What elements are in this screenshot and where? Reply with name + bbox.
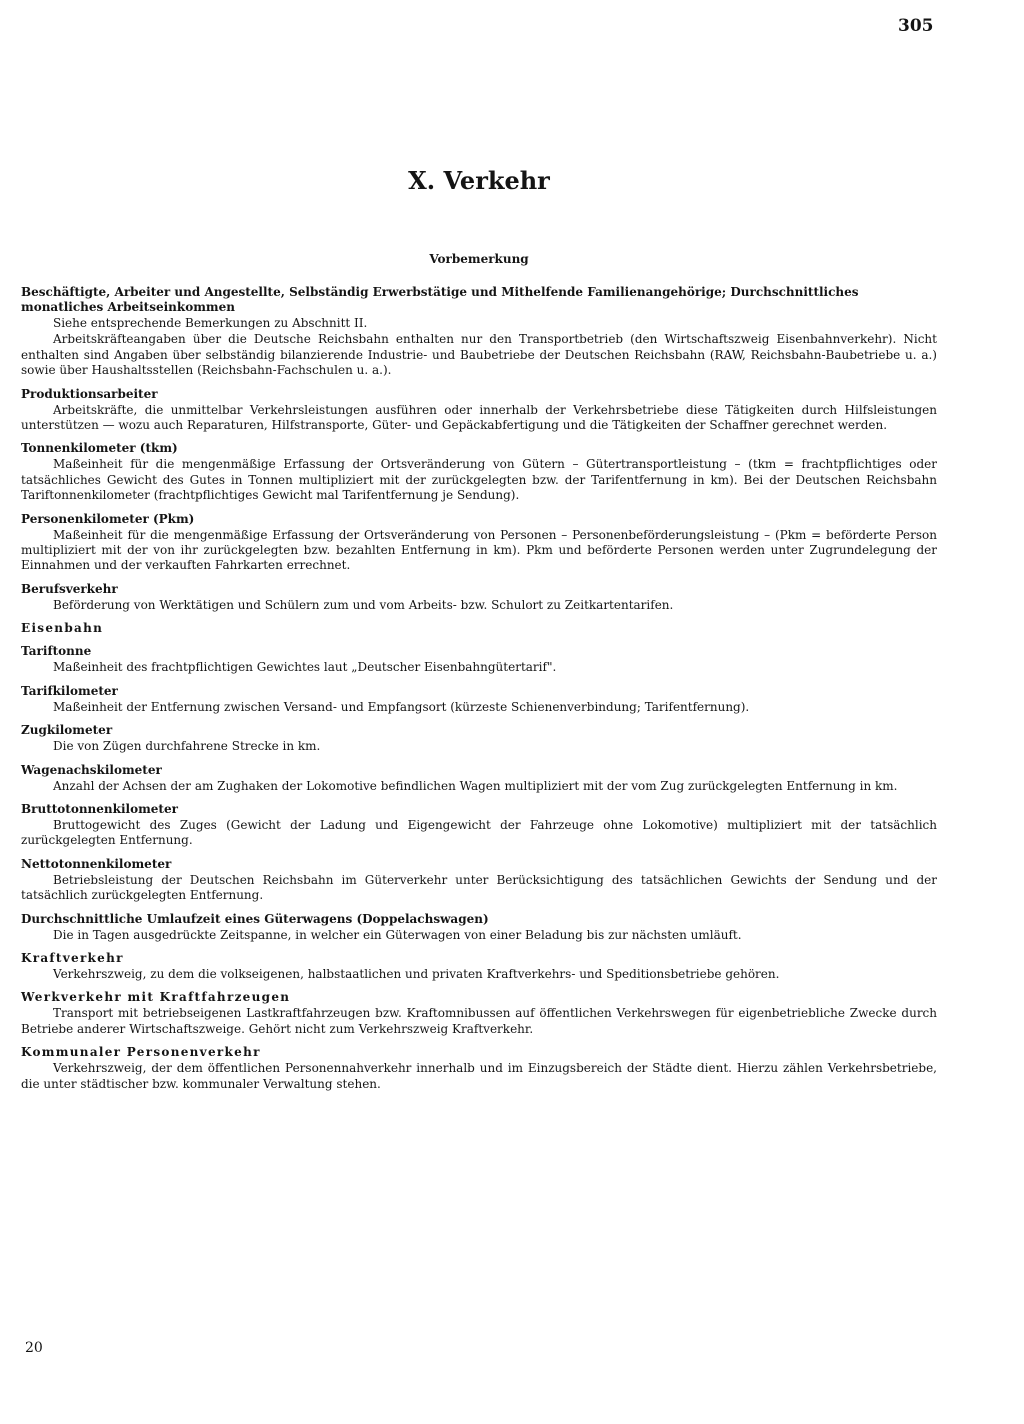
section xyxy=(21,582,937,613)
section-paragraph: Maßeinheit der Entfernung zwischen Versand- und Empfangsort (kürzeste Schienenverbindung; Tarifentfernung). xyxy=(53,699,750,714)
section xyxy=(21,802,937,849)
section-paragraph: Bruttogewicht des Zuges (Gewicht der Ladung und Eigengewicht der Fahrzeuge ohne Lokomotive) multipliziert mit der tatsächlich zurückgelegten Entfernung. xyxy=(21,817,937,848)
footer-number: 20 xyxy=(25,1340,43,1356)
section-heading: Tarifkilometer xyxy=(21,683,118,698)
section-heading: Beschäftigte, Arbeiter und Angestellte, Selbständig Erwerbstätige und Mithelfende Familienangehörige; Durchschnittliches monatliches Arbeitseinkommen xyxy=(21,285,859,314)
document-body xyxy=(21,285,937,1100)
preliminary-heading: Vorbemerkung xyxy=(429,252,529,266)
section-paragraph: Maßeinheit für die mengenmäßige Erfassung der Ortsveränderung von Personen – Personenbeförderungsleistung – (Pkm = beförderte Person multipliziert mit der von ihr zurückgelegten bzw. bezahlten Entfernung in km). Pkm und beförderte Personen werden unter Zugrundelegung der Einnahmen und der verkauften Fahrkarten errechnet. xyxy=(21,527,937,573)
section xyxy=(21,441,937,503)
section-paragraph: Siehe entsprechende Bemerkungen zu Abschnitt II. xyxy=(53,316,368,330)
section xyxy=(21,912,937,943)
section-heading: Zugkilometer xyxy=(21,723,113,738)
section-paragraph: Beförderung von Werktätigen und Schülern zum und vom Arbeits- bzw. Schulort zu Zeitkartentarifen. xyxy=(53,597,674,612)
section-heading: Tonnenkilometer (tkm) xyxy=(21,441,178,456)
section-heading: Kraftverkehr xyxy=(21,950,124,965)
section-paragraph: Anzahl der Achsen der am Zughaken der Lokomotive befindlichen Wagen multipliziert mit der vom Zug zurückgelegten Entfernung in km. xyxy=(53,778,898,793)
section xyxy=(21,644,937,675)
section-paragraph: Verkehrszweig, der dem öffentlichen Personennahverkehr innerhalb und im Einzugsbereich der Städte dient. Hierzu zählen Verkehrsbetriebe, die unter städtischer bzw. kommunaler Verwaltung stehen. xyxy=(21,1061,937,1091)
section-heading: Eisenbahn xyxy=(21,621,104,636)
section-heading: Nettotonnenkilometer xyxy=(21,856,172,871)
section-heading: Werkverkehr mit Kraftfahrzeugen xyxy=(21,990,291,1005)
section-heading: Bruttotonnenkilometer xyxy=(21,801,178,816)
section-heading: Kommunaler Personenverkehr xyxy=(21,1045,261,1060)
section xyxy=(21,763,937,794)
section xyxy=(21,951,937,982)
section-paragraph: Arbeitskräfteangaben über die Deutsche Reichsbahn enthalten nur den Transportbetrieb (den Wirtschaftszweig Eisenbahnverkehr). Nicht enthalten sind Angaben über selbständig bilanzierende Industrie- und Baubetriebe der Deutschen Reichsbahn (RAW, Reichsbahn-Baubetriebe u. a.) sowie über Haushaltsstellen (Reichsbahn-Fachschulen u. a.). xyxy=(21,332,937,378)
section xyxy=(21,285,937,379)
section xyxy=(21,512,937,574)
section xyxy=(21,1045,937,1092)
section xyxy=(21,723,937,754)
section-heading: Berufsverkehr xyxy=(21,581,118,596)
section-paragraph: Maßeinheit für die mengenmäßige Erfassung der Ortsveränderung von Gütern – Gütertransportleistung – (tkm = frachtpflichtiges oder tatsächliches Gewicht des Gutes in Tonnen multipliziert mit der zurückgelegten bzw. der Tarifentfernung in km). Bei der Deutschen Reichsbahn Tariftonnenkilometer (frachtpflichtiges Gewicht mal Tarifentfernung je Sendung). xyxy=(21,457,937,503)
section-heading: Tariftonne xyxy=(21,644,92,659)
section-paragraph: Die in Tagen ausgedrückte Zeitspanne, in welcher ein Güterwagen von einer Beladung bis zur nächsten umläuft. xyxy=(53,927,742,942)
section-heading: Produktionsarbeiter xyxy=(21,386,158,401)
section-heading: Durchschnittliche Umlaufzeit eines Güterwagens (Doppelachswagen) xyxy=(21,911,489,926)
section-paragraph: Arbeitskräfte, die unmittelbar Verkehrsleistungen ausführen oder innerhalb der Verkehrsbetriebe diese Tätigkeiten durch Hilfsleistungen unterstützen — wozu auch Reparaturen, Hilfstransporte, Güter- und Gepäckabfertigung und die Tätigkeiten der Schaffner gerechnet werden. xyxy=(21,402,937,433)
page-number: 305 xyxy=(898,16,934,36)
section xyxy=(21,387,937,434)
chapter-title: X. Verkehr xyxy=(408,166,550,195)
section xyxy=(21,990,937,1037)
section-heading: Wagenachskilometer xyxy=(21,762,162,777)
section-paragraph: Betriebsleistung der Deutschen Reichsbahn im Güterverkehr unter Berücksichtigung des tatsächlichen Gewichts der Sendung und der tatsächlich zurückgelegten Entfernung. xyxy=(21,872,937,903)
section-paragraph: Maßeinheit des frachtpflichtigen Gewichtes laut „Deutscher Eisenbahngütertarif". xyxy=(53,660,557,675)
section-paragraph: Verkehrszweig, zu dem die volkseigenen, halbstaatlichen und privaten Kraftverkehrs- und Speditionsbetriebe gehören. xyxy=(53,966,780,981)
section xyxy=(21,621,937,636)
section-heading: Personenkilometer (Pkm) xyxy=(21,511,195,526)
section-paragraph: Die von Zügen durchfahrene Strecke in km. xyxy=(53,739,321,754)
section xyxy=(21,684,937,715)
section-paragraph: Transport mit betriebseigenen Lastkraftfahrzeugen bzw. Kraftomnibussen auf öffentlichen Verkehrswegen für eigenbetriebliche Zwecke durch Betriebe anderer Wirtschaftszweige. Gehört nicht zum Verkehrszweig Kraftverkehr. xyxy=(21,1006,937,1036)
section xyxy=(21,857,937,904)
